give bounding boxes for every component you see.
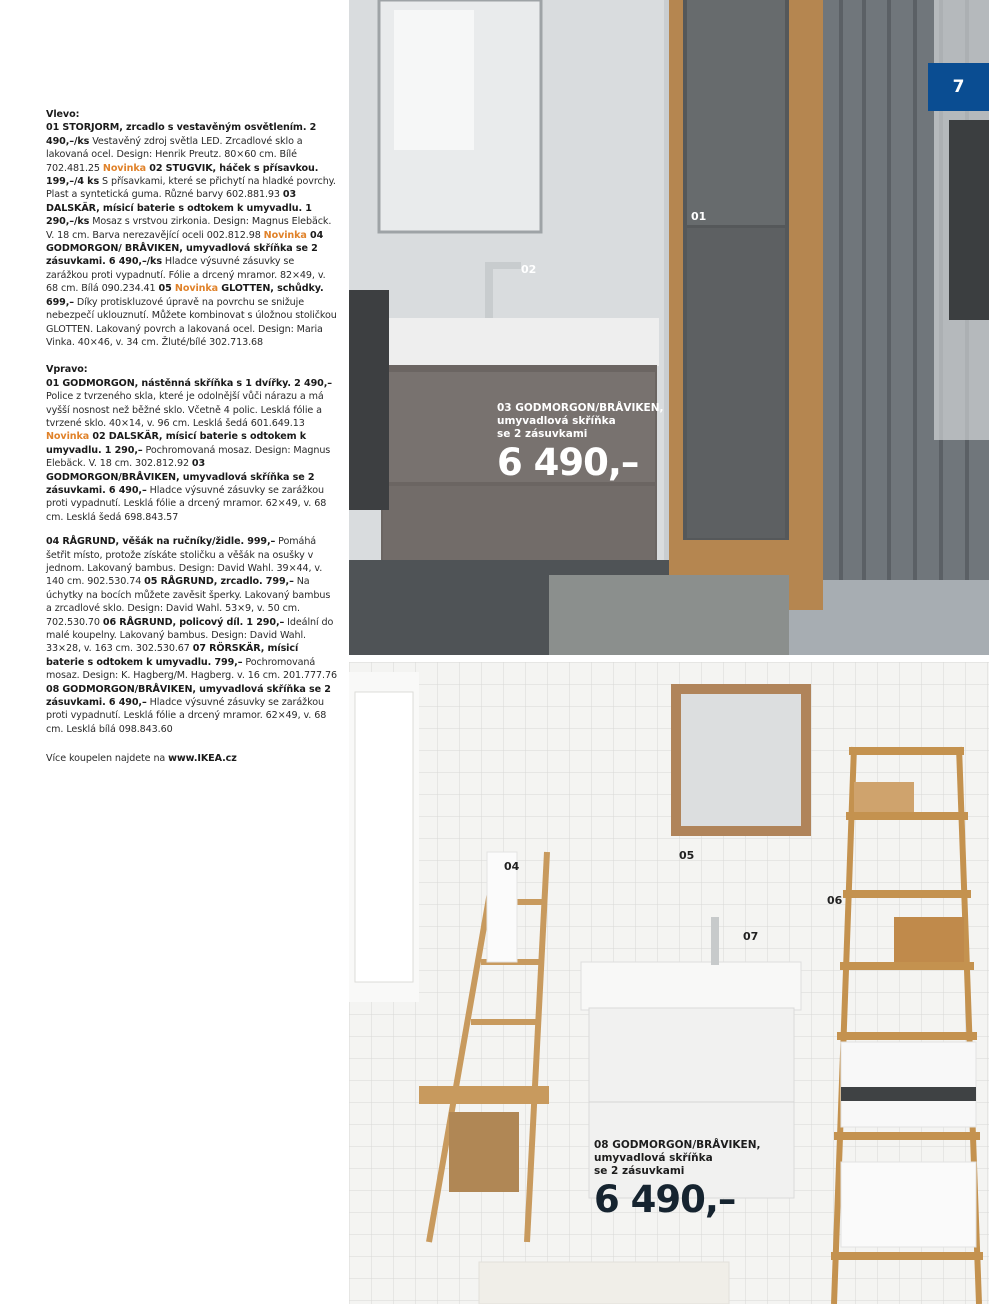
product-name-price: 04 GODMORGON/ BRÅVIKEN, umyvadlová skříňka se 2 zásuvkami. 6 490,–/ks xyxy=(46,229,324,268)
product-name-price: 08 GODMORGON/BRÅVIKEN, umyvadlová skříňka se 2 zásuvkami. 6 490,– xyxy=(46,683,331,709)
ikea-website-link[interactable]: www.IKEA.cz xyxy=(168,753,237,765)
product-name-price: GLOTTEN, schůdky. 699,– xyxy=(46,283,324,308)
novinka-badge: Novinka xyxy=(46,431,90,443)
callout-06: 06 xyxy=(827,894,843,907)
callout-02: 02 xyxy=(521,263,537,276)
product-details: Na úchytky na bocích můžete zavěsit šperky. Lakovaný bambus a zrcadlové sklo. Design: David Wahl. 53×9, v. 50 cm. 702.530.70 xyxy=(46,576,331,628)
bottom-price-product-line-3: se 2 zásuvkami xyxy=(594,1165,685,1177)
product-details: Vestavěný zdroj světla LED. Zrcadlové sklo a lakovaná ocel. Design: Henrik Preutz. 80×60 cm. Bílé 702.481.25 xyxy=(46,135,303,174)
top-bathroom-photo xyxy=(349,0,989,655)
page-number-tab: 7 xyxy=(928,63,989,111)
product-name-price: 03 DALSKÄR, mísicí baterie s odtokem k umyvadlu. 1 290,–/ks xyxy=(46,189,312,228)
novinka-badge: Novinka xyxy=(174,283,219,295)
left-products-text xyxy=(46,121,338,349)
product-name-price: 01 STORJORM, zrcadlo s vestavěným osvětlením. 2 490,–/ks xyxy=(46,122,317,147)
right-products-text-2 xyxy=(46,535,338,736)
product-details: Pochromovaná mosaz. Design: K. Hagberg/M. Hagberg. v. 16 cm. 201.777.76 xyxy=(46,656,337,682)
bottom-price-product-line-2: umyvadlová skříňka xyxy=(594,1152,713,1164)
bottom-bathroom-photo xyxy=(349,662,989,1304)
top-price-value: 6 490,– xyxy=(497,441,639,484)
top-price-product-line-2: umyvadlová skříňka xyxy=(497,415,616,427)
right-heading: Vpravo: xyxy=(46,364,88,376)
bottom-price-box xyxy=(594,1139,761,1220)
bottom-price-value: 6 490,– xyxy=(594,1178,736,1221)
product-details: Hladce výsuvné zásuvky se zarážkou proti vypadnutí. Lesklá fólie a drcený mramor. 62×49, v. 68 cm. Lesklá šedá 698.843.57 xyxy=(46,484,327,523)
product-name-price: 02 STUGVIK, háček s přísavkou. 199,–/4 ks xyxy=(46,162,319,188)
product-details: Pomáhá šetřit místo, protože získáte stoličku a věšák na osušky v jednom. Lakovaný bambus. Design: David Wahl. 39×44, v. 140 cm. 902.530.74 xyxy=(46,536,323,588)
more-bathrooms-note xyxy=(46,752,338,765)
top-price-product-line-1: 03 GODMORGON/BRÅVIKEN, xyxy=(497,402,664,414)
left-heading: Vlevo: xyxy=(46,109,80,120)
product-name-price: 05 xyxy=(158,283,175,295)
product-details: Hladce výsuvné zásuvky se zarážkou proti vypadnutí. Fólie a drcený mramor. 82×49, v. 68 cm. Bílá 090.234.41 xyxy=(46,256,326,295)
product-description-column xyxy=(46,108,338,766)
product-details: Pochromovaná mosaz. Design: Magnus Elebäck. V. 18 cm. 302.812.92 xyxy=(46,444,331,470)
callout-07: 07 xyxy=(743,930,759,943)
product-name-price: 03 GODMORGON/BRÅVIKEN, umyvadlová skříňka se 2 zásuvkami. 6 490,– xyxy=(46,458,315,496)
novinka-badge: Novinka xyxy=(263,229,307,241)
product-name-price: 06 RÅGRUND, policový díl. 1 290,– xyxy=(102,616,285,628)
top-price-product-line-3: se 2 zásuvkami xyxy=(497,428,588,440)
bottom-price-product-line-1: 08 GODMORGON/BRÅVIKEN, xyxy=(594,1139,761,1151)
callout-05: 05 xyxy=(679,849,695,862)
product-details: Díky protiskluzové úpravě na povrchu se snižuje nebezpečí uklouznutí. Můžete kombinovat s úložnou stoličkou GLOTTEN. Lakovaný povrch a lakovaná ocel. Design: Maria Vinka. 40×46, v. 34 cm. Žluté/bílé 302.713.68 xyxy=(46,296,337,348)
callout-01: 01 xyxy=(691,210,707,223)
product-name-price: 05 RÅGRUND, zrcadlo. 799,– xyxy=(144,576,294,588)
right-products-text xyxy=(46,377,338,524)
product-name-price: 02 DALSKÄR, mísicí baterie s odtokem k umyvadlu. 1 290,– xyxy=(46,431,307,456)
more-bathrooms-text: Více koupelen najdete na xyxy=(46,753,169,765)
novinka-badge: Novinka xyxy=(102,162,147,174)
product-name-price: 07 RÖRSKÄR, mísicí baterie s odtokem k umyvadlu. 799,– xyxy=(46,643,299,668)
product-details: Police z tvrzeného skla, které je odolnější vůči nárazu a má vyšší nosnost než běžné sklo. Včetně 4 polic. Lesklá fólie a tvrzené sklo. 40×14, v. 96 cm. Lesklá šedá 601.649.13 xyxy=(46,391,324,429)
callout-04: 04 xyxy=(504,860,520,873)
product-name-price: 01 GODMORGON, nástěnná skříňka s 1 dvířky. 2 490,– xyxy=(46,377,332,389)
product-details: Mosaz s vrstvou zirkonia. Design: Magnus Elebäck. V. 18 cm. Barva nerezavějící oceli 002.812.98 xyxy=(46,216,332,241)
product-name-price: 04 RÅGRUND, věšák na ručníky/židle. 999,– xyxy=(46,536,276,548)
top-price-box xyxy=(497,402,664,483)
product-details: S přísavkami, které se přichytí na hladké povrchy. Plast a syntetická guma. Různé barvy 602.881.93 xyxy=(46,176,336,201)
product-details: Hladce výsuvné zásuvky se zarážkou proti vypadnutí. Lesklá fólie a drcený mramor. 62×49, v. 68 cm. Lesklá bílá 098.843.60 xyxy=(46,697,327,735)
product-details: Ideální do malé koupelny. Lakovaný bambus. Design: David Wahl. 33×28, v. 163 cm. 302.530.67 xyxy=(46,616,334,655)
top-bathroom-illustration xyxy=(349,0,989,655)
